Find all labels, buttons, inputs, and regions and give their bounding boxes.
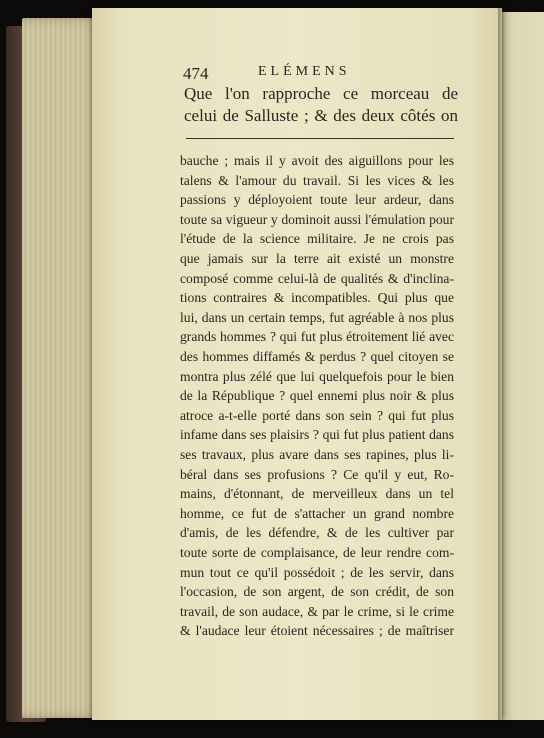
separator-rule [186,138,454,139]
body-line: que jamais sur la terre ait existé un monstre [180,251,454,266]
body-line: d'amis, de les défendre, & de les cultiver par [180,525,454,541]
body-line: infame dans ses plaisirs ? qui fut plus patient dans [180,427,454,443]
body-line: des hommes diffamés & perdus ? quel citoyen se [180,349,454,364]
top-line: Que l'on rapproche ce morceau de [184,84,458,103]
body-line: grands hommes ? qui fut plus étroitement lié avec [180,329,454,345]
body-line: & l'audace leur étoient nécessaires ; de maîtriser [180,623,454,639]
body-line: homme, ce fut de s'attacher un grand nombre [180,505,454,521]
top-line: celui de Salluste ; & des deux côtés on [184,106,458,125]
body-line: toute sa vigueur y dominoit aussi l'émulation pour [180,211,454,227]
running-head: ELÉMENS [258,64,351,79]
body-line: toute sorte de complaisance, de leur rendre com- [180,545,454,560]
body-line: bauche ; mais il y avoit des aiguillons pour les [180,153,454,168]
body-line: talens & l'amour du travail. Si les vices & les [180,172,454,188]
body-line: l'occasion, de son argent, de son crédit, de son [180,584,454,600]
page-gutter [498,8,504,720]
body-line: passions y déployoient toute leur ardeur, dans [180,192,454,208]
body-line: mun tout ce qu'il possédoit ; de les servir, dans [180,564,454,580]
body-line: tions contraires & incompatibles. Qui plus que [180,290,454,306]
body-line: l'étude de la science militaire. Je ne crois pas [180,231,454,247]
body-line: mains, d'étonnant, de merveilleux dans un tel [180,486,454,502]
body-line: béral dans ses profusions ? Ce qu'il y eut, Ro- [180,466,454,482]
body-line: atroce a-t-elle porté dans son sein ? qui fut plus [180,407,454,423]
body-line: montra plus zélé que lui quelquefois pour le bien [180,368,454,384]
page-number: 474 [183,64,209,83]
body-line: composé comme celui-là de qualités & d'inclina- [180,270,454,286]
body-line: de la République ? quel ennemi plus noir & plus [180,388,454,404]
body-line: lui, dans un certain temps, fut agréable à nos plus [180,309,454,325]
body-line: travail, de son audace, & par le crime, si le crime [180,603,454,619]
body-line: ses travaux, plus avare dans ses rapines, plus li- [180,447,454,462]
next-page-edge [500,12,544,720]
